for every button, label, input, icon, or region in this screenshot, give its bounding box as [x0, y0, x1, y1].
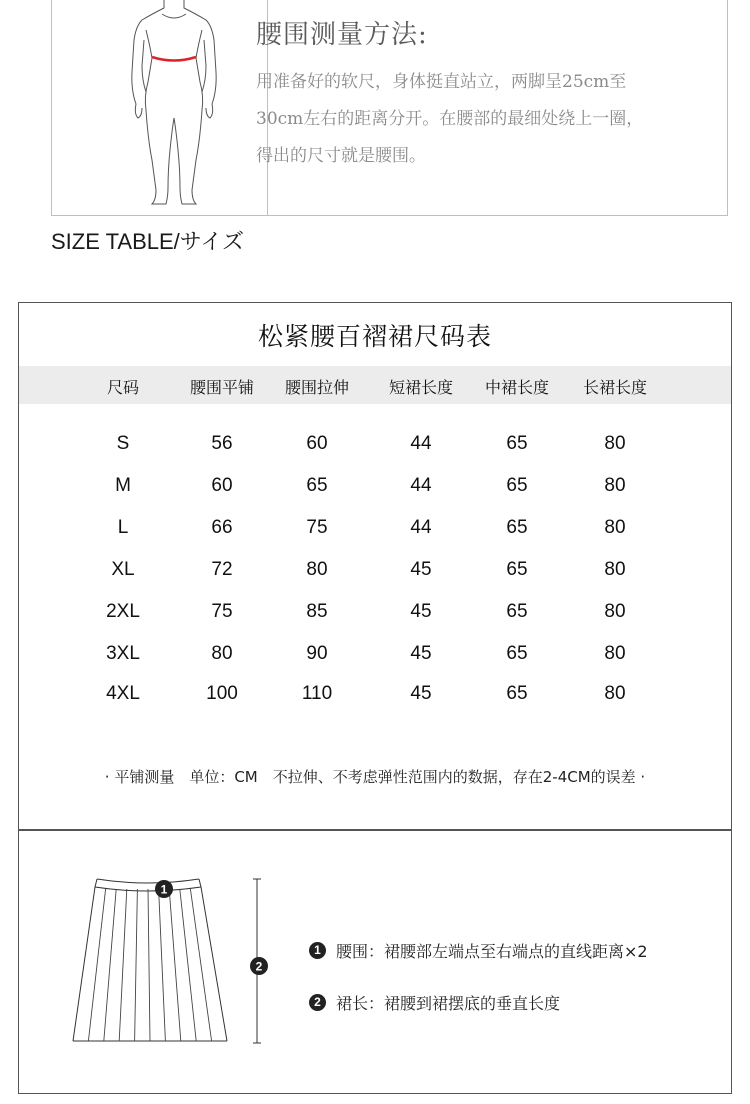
legend-item-length	[309, 991, 560, 1014]
table-value-cell: 65	[506, 643, 528, 664]
table-value-cell: 66	[211, 517, 233, 538]
table-header-cell: 腰围平铺	[189, 378, 255, 397]
table-value-cell: 75	[211, 601, 233, 622]
table-value-cell: 72	[211, 559, 233, 580]
table-value-cell: 65	[506, 559, 528, 580]
table-header-cell: 中裙长度	[484, 378, 550, 397]
legend-marker-1-icon: 1	[309, 942, 326, 959]
table-value-cell: 65	[506, 601, 528, 622]
table-size-cell: XL	[111, 559, 135, 580]
marker-1-label: 1	[160, 882, 168, 897]
size-chart-note: · 平铺测量 单位：CM 不拉伸、不考虑弹性范围内的数据，存在2-4CM的误差 ·	[104, 768, 646, 786]
legend-item-waist	[309, 939, 648, 962]
table-size-cell: L	[117, 517, 129, 538]
table-value-cell: 100	[206, 683, 238, 704]
table-value-cell: 65	[506, 475, 528, 496]
table-size-cell: M	[115, 475, 131, 496]
table-value-cell: 80	[306, 559, 328, 580]
waist-guide-title: 腰围测量方法:	[256, 20, 428, 50]
table-value-cell: 75	[306, 517, 328, 538]
waist-line-mark	[152, 57, 196, 61]
table-value-cell: 65	[506, 517, 528, 538]
table-value-cell: 80	[604, 559, 626, 580]
table-value-cell: 65	[306, 475, 328, 496]
marker-2-label: 2	[255, 959, 263, 974]
legend-marker-2-icon: 2	[309, 994, 326, 1011]
table-value-cell: 65	[506, 683, 528, 704]
table-value-cell: 44	[410, 475, 432, 496]
waist-guide-description: 用准备好的软尺，身体挺直站立，两脚呈25cm至30cm左右的距离分开。在腰部的最细处绕上一圈，得出的尺寸就是腰围。	[256, 72, 644, 166]
skirt-pleat-line	[135, 889, 138, 1041]
table-value-cell: 45	[410, 643, 432, 664]
table-value-cell: 80	[211, 643, 233, 664]
table-value-cell: 80	[604, 643, 626, 664]
legend-waist-text: 腰围：裙腰部左端点至右端点的直线距离×2	[336, 942, 648, 961]
table-value-cell: 85	[306, 601, 328, 622]
table-value-cell: 80	[604, 601, 626, 622]
table-size-cell: 4XL	[106, 683, 140, 704]
panel-divider	[19, 829, 731, 831]
table-value-cell: 80	[604, 475, 626, 496]
table-value-cell: 80	[604, 683, 626, 704]
skirt-pleat-line	[159, 889, 166, 1041]
table-value-cell: 45	[410, 683, 432, 704]
pleated-skirt-diagram	[59, 863, 289, 1063]
body-figure-illustration	[112, 0, 232, 212]
table-value-cell: 60	[211, 475, 233, 496]
table-value-cell: 80	[604, 433, 626, 454]
table-header-cell: 腰围拉伸	[284, 378, 350, 397]
table-size-cell: S	[116, 433, 130, 454]
skirt-pleat-line	[119, 889, 127, 1041]
table-value-cell: 44	[410, 517, 432, 538]
size-chart-panel	[18, 302, 732, 1094]
table-header-cell: 尺码	[106, 378, 140, 397]
table-size-cell: 3XL	[106, 643, 140, 664]
table-header-cell: 长裙长度	[582, 378, 648, 397]
table-value-cell: 45	[410, 559, 432, 580]
table-header-cell: 短裙长度	[388, 378, 454, 397]
skirt-pleat-line	[104, 889, 116, 1041]
table-value-cell: 90	[306, 643, 328, 664]
table-value-cell: 60	[306, 433, 328, 454]
legend-length-text: 裙长：裙腰到裙摆底的垂直长度	[336, 994, 561, 1013]
table-value-cell: 44	[410, 433, 432, 454]
table-value-cell: 56	[211, 433, 233, 454]
size-table-label: SIZE TABLE/サイズ	[51, 229, 245, 254]
table-value-cell: 80	[604, 517, 626, 538]
table-value-cell: 45	[410, 601, 432, 622]
size-chart-title: 松紧腰百褶裙尺码表	[257, 322, 492, 351]
skirt-pleat-line	[169, 889, 181, 1041]
table-size-cell: 2XL	[106, 601, 140, 622]
skirt-pleat-line	[148, 889, 150, 1041]
table-value-cell: 110	[301, 683, 333, 704]
table-value-cell: 65	[506, 433, 528, 454]
